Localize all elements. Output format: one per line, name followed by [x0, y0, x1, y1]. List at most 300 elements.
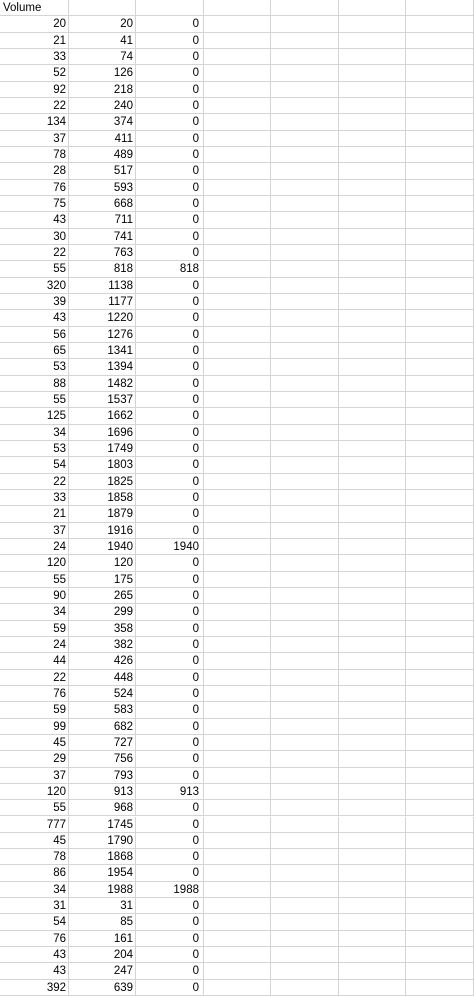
cumulative-cell[interactable]: 31 — [69, 898, 136, 914]
empty-cell[interactable] — [339, 572, 406, 588]
volume-cell[interactable]: 320 — [0, 278, 69, 294]
volume-cell[interactable]: 53 — [0, 441, 69, 457]
volume-cell[interactable]: 56 — [0, 327, 69, 343]
empty-cell[interactable] — [271, 572, 339, 588]
empty-cell[interactable] — [204, 833, 271, 849]
volume-cell[interactable]: 45 — [0, 735, 69, 751]
empty-cell[interactable] — [136, 0, 204, 16]
empty-cell[interactable] — [204, 327, 271, 343]
empty-cell[interactable] — [204, 65, 271, 81]
flag-cell[interactable]: 0 — [136, 686, 204, 702]
empty-cell[interactable] — [204, 898, 271, 914]
empty-cell[interactable] — [204, 343, 271, 359]
empty-cell[interactable] — [271, 98, 339, 114]
empty-cell[interactable] — [271, 865, 339, 881]
volume-cell[interactable]: 78 — [0, 849, 69, 865]
empty-cell[interactable] — [406, 82, 474, 98]
flag-cell[interactable]: 0 — [136, 327, 204, 343]
empty-cell[interactable] — [271, 114, 339, 130]
empty-cell[interactable] — [406, 702, 474, 718]
empty-cell[interactable] — [271, 294, 339, 310]
flag-cell[interactable]: 0 — [136, 751, 204, 767]
empty-cell[interactable] — [204, 0, 271, 16]
empty-cell[interactable] — [339, 784, 406, 800]
cumulative-cell[interactable]: 668 — [69, 196, 136, 212]
empty-cell[interactable] — [339, 147, 406, 163]
flag-cell[interactable]: 1940 — [136, 539, 204, 555]
empty-cell[interactable] — [339, 261, 406, 277]
flag-cell[interactable]: 0 — [136, 702, 204, 718]
empty-cell[interactable] — [339, 604, 406, 620]
cumulative-cell[interactable]: 426 — [69, 653, 136, 669]
empty-cell[interactable] — [406, 768, 474, 784]
empty-cell[interactable] — [204, 817, 271, 833]
flag-cell[interactable]: 0 — [136, 82, 204, 98]
volume-cell[interactable]: 22 — [0, 670, 69, 686]
empty-cell[interactable] — [271, 539, 339, 555]
flag-cell[interactable]: 1988 — [136, 882, 204, 898]
flag-cell[interactable]: 0 — [136, 555, 204, 571]
flag-cell[interactable]: 0 — [136, 865, 204, 881]
cumulative-cell[interactable]: 1868 — [69, 849, 136, 865]
cumulative-cell[interactable]: 1988 — [69, 882, 136, 898]
empty-cell[interactable] — [271, 555, 339, 571]
flag-cell[interactable]: 0 — [136, 572, 204, 588]
cumulative-cell[interactable]: 968 — [69, 800, 136, 816]
empty-cell[interactable] — [204, 653, 271, 669]
empty-cell[interactable] — [204, 800, 271, 816]
flag-cell[interactable]: 0 — [136, 33, 204, 49]
cumulative-cell[interactable]: 711 — [69, 212, 136, 228]
empty-cell[interactable] — [204, 392, 271, 408]
empty-cell[interactable] — [339, 196, 406, 212]
cumulative-cell[interactable]: 1394 — [69, 359, 136, 375]
flag-cell[interactable]: 0 — [136, 16, 204, 32]
empty-cell[interactable] — [406, 425, 474, 441]
empty-cell[interactable] — [406, 637, 474, 653]
cumulative-cell[interactable]: 374 — [69, 114, 136, 130]
empty-cell[interactable] — [339, 33, 406, 49]
empty-cell[interactable] — [406, 849, 474, 865]
empty-cell[interactable] — [406, 359, 474, 375]
volume-cell[interactable]: 392 — [0, 980, 69, 996]
flag-cell[interactable]: 0 — [136, 833, 204, 849]
empty-cell[interactable] — [271, 670, 339, 686]
cumulative-cell[interactable]: 299 — [69, 604, 136, 620]
empty-cell[interactable] — [271, 376, 339, 392]
volume-header-cell[interactable]: Volume — [0, 0, 69, 16]
cumulative-cell[interactable]: 120 — [69, 555, 136, 571]
empty-cell[interactable] — [406, 670, 474, 686]
empty-cell[interactable] — [271, 457, 339, 473]
empty-cell[interactable] — [406, 441, 474, 457]
volume-cell[interactable]: 88 — [0, 376, 69, 392]
empty-cell[interactable] — [406, 376, 474, 392]
empty-cell[interactable] — [339, 294, 406, 310]
empty-cell[interactable] — [406, 572, 474, 588]
cumulative-cell[interactable]: 126 — [69, 65, 136, 81]
empty-cell[interactable] — [204, 131, 271, 147]
empty-cell[interactable] — [339, 653, 406, 669]
cumulative-cell[interactable]: 1220 — [69, 310, 136, 326]
empty-cell[interactable] — [271, 768, 339, 784]
flag-cell[interactable]: 0 — [136, 131, 204, 147]
cumulative-cell[interactable]: 913 — [69, 784, 136, 800]
empty-cell[interactable] — [204, 539, 271, 555]
empty-cell[interactable] — [339, 963, 406, 979]
empty-cell[interactable] — [406, 686, 474, 702]
empty-cell[interactable] — [339, 392, 406, 408]
flag-cell[interactable]: 0 — [136, 196, 204, 212]
empty-cell[interactable] — [271, 931, 339, 947]
volume-cell[interactable]: 53 — [0, 359, 69, 375]
cumulative-cell[interactable]: 517 — [69, 163, 136, 179]
empty-cell[interactable] — [406, 114, 474, 130]
empty-cell[interactable] — [271, 719, 339, 735]
empty-cell[interactable] — [339, 768, 406, 784]
empty-cell[interactable] — [406, 604, 474, 620]
empty-cell[interactable] — [339, 229, 406, 245]
cumulative-cell[interactable]: 1916 — [69, 523, 136, 539]
empty-cell[interactable] — [339, 16, 406, 32]
empty-cell[interactable] — [406, 278, 474, 294]
cumulative-cell[interactable]: 85 — [69, 914, 136, 930]
empty-cell[interactable] — [406, 229, 474, 245]
empty-cell[interactable] — [339, 833, 406, 849]
empty-cell[interactable] — [69, 0, 136, 16]
volume-cell[interactable]: 76 — [0, 931, 69, 947]
volume-cell[interactable]: 43 — [0, 963, 69, 979]
empty-cell[interactable] — [406, 147, 474, 163]
volume-cell[interactable]: 39 — [0, 294, 69, 310]
empty-cell[interactable] — [406, 392, 474, 408]
empty-cell[interactable] — [339, 408, 406, 424]
flag-cell[interactable]: 0 — [136, 245, 204, 261]
empty-cell[interactable] — [406, 474, 474, 490]
flag-cell[interactable]: 0 — [136, 898, 204, 914]
empty-cell[interactable] — [339, 621, 406, 637]
cumulative-cell[interactable]: 756 — [69, 751, 136, 767]
empty-cell[interactable] — [204, 33, 271, 49]
cumulative-cell[interactable]: 1177 — [69, 294, 136, 310]
cumulative-cell[interactable]: 727 — [69, 735, 136, 751]
empty-cell[interactable] — [271, 310, 339, 326]
empty-cell[interactable] — [204, 719, 271, 735]
empty-cell[interactable] — [271, 196, 339, 212]
volume-cell[interactable]: 28 — [0, 163, 69, 179]
empty-cell[interactable] — [271, 392, 339, 408]
flag-cell[interactable]: 0 — [136, 98, 204, 114]
volume-cell[interactable]: 134 — [0, 114, 69, 130]
volume-cell[interactable]: 22 — [0, 245, 69, 261]
empty-cell[interactable] — [406, 506, 474, 522]
flag-cell[interactable]: 0 — [136, 359, 204, 375]
empty-cell[interactable] — [339, 163, 406, 179]
empty-cell[interactable] — [204, 849, 271, 865]
empty-cell[interactable] — [339, 702, 406, 718]
cumulative-cell[interactable]: 1341 — [69, 343, 136, 359]
volume-cell[interactable]: 22 — [0, 474, 69, 490]
empty-cell[interactable] — [271, 653, 339, 669]
cumulative-cell[interactable]: 448 — [69, 670, 136, 686]
volume-cell[interactable]: 21 — [0, 33, 69, 49]
cumulative-cell[interactable]: 247 — [69, 963, 136, 979]
empty-cell[interactable] — [406, 245, 474, 261]
flag-cell[interactable]: 0 — [136, 474, 204, 490]
flag-cell[interactable]: 0 — [136, 147, 204, 163]
volume-cell[interactable]: 99 — [0, 719, 69, 735]
cumulative-cell[interactable]: 1825 — [69, 474, 136, 490]
empty-cell[interactable] — [339, 751, 406, 767]
volume-cell[interactable]: 120 — [0, 555, 69, 571]
volume-cell[interactable]: 45 — [0, 833, 69, 849]
empty-cell[interactable] — [204, 604, 271, 620]
cumulative-cell[interactable]: 793 — [69, 768, 136, 784]
cumulative-cell[interactable]: 682 — [69, 719, 136, 735]
cumulative-cell[interactable]: 240 — [69, 98, 136, 114]
empty-cell[interactable] — [339, 359, 406, 375]
empty-cell[interactable] — [271, 131, 339, 147]
empty-cell[interactable] — [204, 702, 271, 718]
empty-cell[interactable] — [339, 800, 406, 816]
empty-cell[interactable] — [204, 768, 271, 784]
volume-cell[interactable]: 22 — [0, 98, 69, 114]
flag-cell[interactable]: 0 — [136, 408, 204, 424]
volume-cell[interactable]: 21 — [0, 506, 69, 522]
empty-cell[interactable] — [339, 245, 406, 261]
flag-cell[interactable]: 0 — [136, 817, 204, 833]
empty-cell[interactable] — [339, 278, 406, 294]
empty-cell[interactable] — [204, 947, 271, 963]
flag-cell[interactable]: 0 — [136, 425, 204, 441]
empty-cell[interactable] — [271, 261, 339, 277]
empty-cell[interactable] — [339, 457, 406, 473]
empty-cell[interactable] — [406, 294, 474, 310]
volume-cell[interactable]: 55 — [0, 392, 69, 408]
empty-cell[interactable] — [339, 506, 406, 522]
empty-cell[interactable] — [406, 0, 474, 16]
empty-cell[interactable] — [271, 817, 339, 833]
empty-cell[interactable] — [406, 653, 474, 669]
flag-cell[interactable]: 0 — [136, 180, 204, 196]
empty-cell[interactable] — [204, 931, 271, 947]
flag-cell[interactable]: 0 — [136, 670, 204, 686]
volume-cell[interactable]: 90 — [0, 588, 69, 604]
cumulative-cell[interactable]: 20 — [69, 16, 136, 32]
empty-cell[interactable] — [204, 670, 271, 686]
empty-cell[interactable] — [339, 114, 406, 130]
empty-cell[interactable] — [406, 963, 474, 979]
cumulative-cell[interactable]: 1954 — [69, 865, 136, 881]
flag-cell[interactable]: 0 — [136, 376, 204, 392]
volume-cell[interactable]: 34 — [0, 425, 69, 441]
empty-cell[interactable] — [271, 359, 339, 375]
empty-cell[interactable] — [204, 588, 271, 604]
flag-cell[interactable]: 0 — [136, 604, 204, 620]
empty-cell[interactable] — [406, 865, 474, 881]
empty-cell[interactable] — [339, 849, 406, 865]
cumulative-cell[interactable]: 1745 — [69, 817, 136, 833]
empty-cell[interactable] — [271, 751, 339, 767]
empty-cell[interactable] — [271, 702, 339, 718]
cumulative-cell[interactable]: 1537 — [69, 392, 136, 408]
volume-cell[interactable]: 59 — [0, 702, 69, 718]
cumulative-cell[interactable]: 763 — [69, 245, 136, 261]
empty-cell[interactable] — [406, 490, 474, 506]
empty-cell[interactable] — [406, 408, 474, 424]
flag-cell[interactable]: 0 — [136, 800, 204, 816]
cumulative-cell[interactable]: 74 — [69, 49, 136, 65]
empty-cell[interactable] — [204, 114, 271, 130]
empty-cell[interactable] — [339, 539, 406, 555]
volume-cell[interactable]: 76 — [0, 686, 69, 702]
flag-cell[interactable]: 0 — [136, 294, 204, 310]
empty-cell[interactable] — [271, 278, 339, 294]
empty-cell[interactable] — [271, 408, 339, 424]
cumulative-cell[interactable]: 1940 — [69, 539, 136, 555]
empty-cell[interactable] — [204, 16, 271, 32]
empty-cell[interactable] — [271, 637, 339, 653]
cumulative-cell[interactable]: 1803 — [69, 457, 136, 473]
cumulative-cell[interactable]: 818 — [69, 261, 136, 277]
empty-cell[interactable] — [406, 343, 474, 359]
empty-cell[interactable] — [204, 196, 271, 212]
cumulative-cell[interactable]: 382 — [69, 637, 136, 653]
flag-cell[interactable]: 0 — [136, 914, 204, 930]
cumulative-cell[interactable]: 1662 — [69, 408, 136, 424]
empty-cell[interactable] — [204, 474, 271, 490]
empty-cell[interactable] — [339, 441, 406, 457]
flag-cell[interactable]: 0 — [136, 441, 204, 457]
empty-cell[interactable] — [406, 539, 474, 555]
empty-cell[interactable] — [204, 735, 271, 751]
empty-cell[interactable] — [406, 947, 474, 963]
empty-cell[interactable] — [339, 343, 406, 359]
volume-cell[interactable]: 30 — [0, 229, 69, 245]
volume-cell[interactable]: 37 — [0, 768, 69, 784]
empty-cell[interactable] — [271, 163, 339, 179]
empty-cell[interactable] — [339, 98, 406, 114]
volume-cell[interactable]: 125 — [0, 408, 69, 424]
empty-cell[interactable] — [271, 914, 339, 930]
flag-cell[interactable]: 0 — [136, 947, 204, 963]
empty-cell[interactable] — [204, 914, 271, 930]
empty-cell[interactable] — [204, 425, 271, 441]
empty-cell[interactable] — [406, 833, 474, 849]
empty-cell[interactable] — [406, 931, 474, 947]
empty-cell[interactable] — [204, 163, 271, 179]
flag-cell[interactable]: 0 — [136, 457, 204, 473]
volume-cell[interactable]: 34 — [0, 604, 69, 620]
empty-cell[interactable] — [406, 555, 474, 571]
volume-cell[interactable]: 78 — [0, 147, 69, 163]
empty-cell[interactable] — [204, 212, 271, 228]
flag-cell[interactable]: 0 — [136, 163, 204, 179]
empty-cell[interactable] — [406, 751, 474, 767]
volume-cell[interactable]: 33 — [0, 490, 69, 506]
empty-cell[interactable] — [271, 343, 339, 359]
volume-cell[interactable]: 54 — [0, 457, 69, 473]
cumulative-cell[interactable]: 1482 — [69, 376, 136, 392]
empty-cell[interactable] — [204, 882, 271, 898]
empty-cell[interactable] — [204, 784, 271, 800]
empty-cell[interactable] — [204, 572, 271, 588]
empty-cell[interactable] — [271, 147, 339, 163]
empty-cell[interactable] — [271, 441, 339, 457]
empty-cell[interactable] — [204, 441, 271, 457]
empty-cell[interactable] — [271, 425, 339, 441]
empty-cell[interactable] — [339, 180, 406, 196]
empty-cell[interactable] — [406, 180, 474, 196]
flag-cell[interactable]: 0 — [136, 506, 204, 522]
volume-cell[interactable]: 43 — [0, 310, 69, 326]
cumulative-cell[interactable]: 204 — [69, 947, 136, 963]
empty-cell[interactable] — [339, 588, 406, 604]
cumulative-cell[interactable]: 161 — [69, 931, 136, 947]
flag-cell[interactable]: 0 — [136, 719, 204, 735]
empty-cell[interactable] — [406, 196, 474, 212]
empty-cell[interactable] — [339, 474, 406, 490]
empty-cell[interactable] — [339, 914, 406, 930]
flag-cell[interactable]: 0 — [136, 49, 204, 65]
empty-cell[interactable] — [339, 735, 406, 751]
volume-cell[interactable]: 777 — [0, 817, 69, 833]
empty-cell[interactable] — [406, 980, 474, 996]
cumulative-cell[interactable]: 265 — [69, 588, 136, 604]
empty-cell[interactable] — [271, 245, 339, 261]
empty-cell[interactable] — [271, 16, 339, 32]
empty-cell[interactable] — [271, 588, 339, 604]
flag-cell[interactable]: 0 — [136, 980, 204, 996]
empty-cell[interactable] — [204, 637, 271, 653]
volume-cell[interactable]: 37 — [0, 523, 69, 539]
volume-cell[interactable]: 43 — [0, 947, 69, 963]
flag-cell[interactable]: 0 — [136, 768, 204, 784]
empty-cell[interactable] — [406, 261, 474, 277]
empty-cell[interactable] — [339, 980, 406, 996]
empty-cell[interactable] — [204, 865, 271, 881]
empty-cell[interactable] — [406, 735, 474, 751]
empty-cell[interactable] — [271, 65, 339, 81]
empty-cell[interactable] — [271, 33, 339, 49]
empty-cell[interactable] — [204, 376, 271, 392]
empty-cell[interactable] — [204, 751, 271, 767]
flag-cell[interactable]: 0 — [136, 523, 204, 539]
flag-cell[interactable]: 0 — [136, 653, 204, 669]
empty-cell[interactable] — [406, 212, 474, 228]
empty-cell[interactable] — [406, 621, 474, 637]
empty-cell[interactable] — [406, 310, 474, 326]
empty-cell[interactable] — [339, 425, 406, 441]
empty-cell[interactable] — [204, 294, 271, 310]
empty-cell[interactable] — [271, 229, 339, 245]
empty-cell[interactable] — [406, 882, 474, 898]
empty-cell[interactable] — [271, 212, 339, 228]
empty-cell[interactable] — [271, 833, 339, 849]
empty-cell[interactable] — [339, 310, 406, 326]
volume-cell[interactable]: 92 — [0, 82, 69, 98]
empty-cell[interactable] — [271, 849, 339, 865]
empty-cell[interactable] — [339, 376, 406, 392]
empty-cell[interactable] — [204, 457, 271, 473]
cumulative-cell[interactable]: 411 — [69, 131, 136, 147]
empty-cell[interactable] — [271, 735, 339, 751]
flag-cell[interactable]: 0 — [136, 114, 204, 130]
empty-cell[interactable] — [339, 523, 406, 539]
empty-cell[interactable] — [406, 33, 474, 49]
volume-cell[interactable]: 34 — [0, 882, 69, 898]
empty-cell[interactable] — [204, 980, 271, 996]
